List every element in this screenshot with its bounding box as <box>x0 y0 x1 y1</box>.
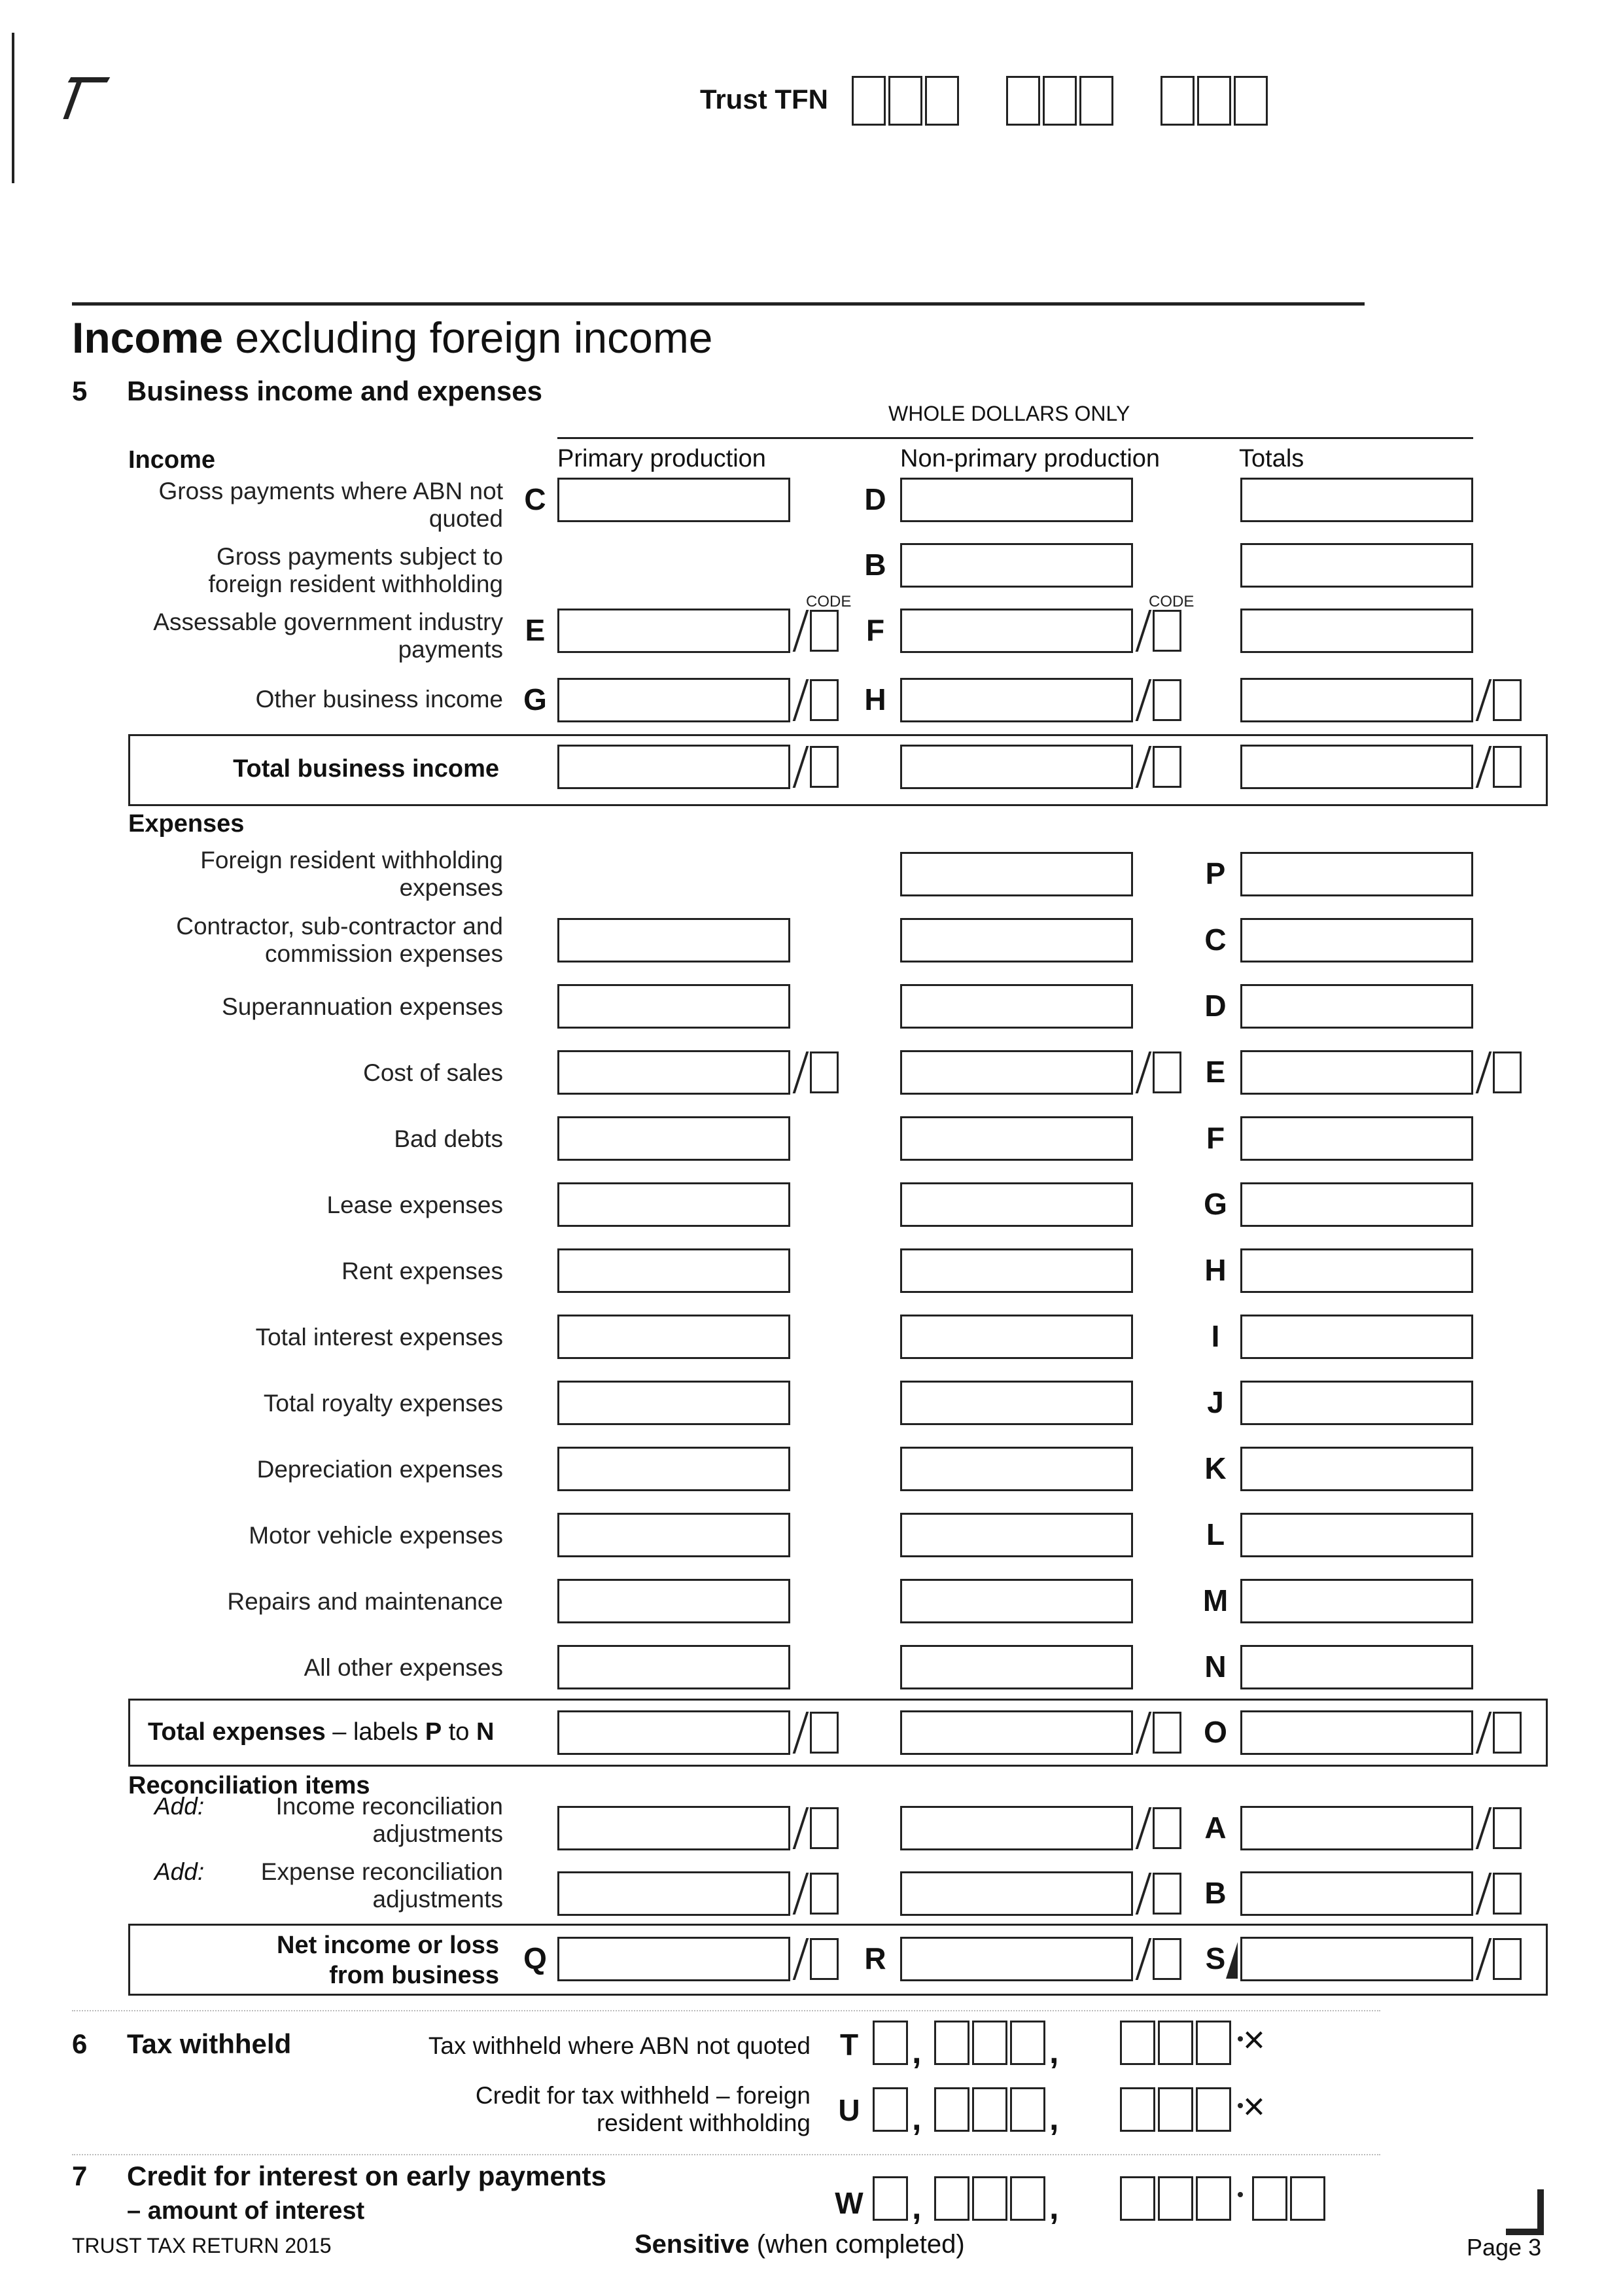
q6-row2-label: Credit for tax withheld – foreign resident withholding <box>475 2082 811 2136</box>
expense-total-9[interactable] <box>1240 1447 1473 1491</box>
reconciliation-heading: Reconciliation items <box>128 1772 370 1799</box>
recon-primary-1[interactable] <box>557 1871 790 1916</box>
section-rule <box>72 302 1365 306</box>
income-row-letter-mid-3: H <box>864 682 886 716</box>
digit-box[interactable] <box>1010 2176 1045 2221</box>
recon-primary-1-code-box[interactable] <box>810 1873 839 1915</box>
recon-nonprimary-0[interactable] <box>900 1806 1133 1850</box>
expense-nonprimary-12[interactable] <box>900 1645 1133 1689</box>
tfn-digit-box[interactable] <box>1161 76 1195 126</box>
income-row-label-2: Assessable government industry payments <box>153 609 503 663</box>
income-primary-3-code-slash <box>793 679 809 721</box>
thousands-separator: , <box>912 2189 922 2227</box>
expense-total-3-code-slash <box>1476 1051 1492 1093</box>
income-row-letter-left-0: C <box>524 482 546 516</box>
income-row-label-0: Gross payments where ABN not quoted <box>158 478 503 532</box>
expense-nonprimary-8[interactable] <box>900 1381 1133 1425</box>
tfn-digit-box[interactable] <box>1006 76 1040 126</box>
recon-primary-0-code-box[interactable] <box>810 1807 839 1849</box>
income-nonprimary-3-code-slash <box>1136 679 1152 721</box>
no-cents-cross-icon: × <box>1243 2085 1265 2128</box>
digit-box[interactable] <box>934 2176 969 2221</box>
thousands-separator: , <box>912 2033 922 2071</box>
footer-sensitive <box>635 2230 965 2259</box>
recon-row-letter-0: A <box>1204 1810 1227 1845</box>
cents-digit-box[interactable] <box>1252 2176 1287 2221</box>
expense-nonprimary-6[interactable] <box>900 1248 1133 1293</box>
tfn-digit-box[interactable] <box>1234 76 1268 126</box>
income-total-1[interactable] <box>1240 543 1473 588</box>
expense-row-letter-9: K <box>1204 1451 1227 1485</box>
col-non-primary-production: Non-primary production <box>900 445 1161 472</box>
expense-row-label-5: Lease expenses <box>326 1192 503 1218</box>
q5-title: Business income and expenses <box>127 376 542 406</box>
expense-primary-6[interactable] <box>557 1248 790 1293</box>
digit-box[interactable] <box>972 2021 1007 2065</box>
separator-q6 <box>72 2010 1380 2011</box>
footer-sensitive-bold: Sensitive <box>635 2230 750 2259</box>
expense-total-6[interactable] <box>1240 1248 1473 1293</box>
q7-title-line2: – amount of interest <box>127 2197 365 2225</box>
total-expenses-to: to <box>442 1718 476 1746</box>
expense-primary-9[interactable] <box>557 1447 790 1491</box>
expense-nonprimary-1[interactable] <box>900 918 1133 963</box>
q6-title: Tax withheld <box>127 2028 292 2059</box>
digit-box[interactable] <box>1120 2087 1155 2132</box>
expense-total-3-code-box[interactable] <box>1493 1051 1522 1093</box>
digit-box[interactable] <box>1010 2021 1045 2065</box>
digit-box[interactable] <box>1010 2087 1045 2132</box>
expense-row-label-8: Total royalty expenses <box>263 1390 503 1417</box>
tfn-digit-box[interactable] <box>1079 76 1113 126</box>
expense-primary-3[interactable] <box>557 1050 790 1095</box>
total-expenses-prefix: Total expenses <box>148 1718 326 1746</box>
expense-total-0[interactable] <box>1240 852 1473 896</box>
income-total-3-code-slash <box>1476 679 1492 721</box>
code-label-0: CODE <box>806 593 852 610</box>
expense-row-letter-1: C <box>1204 923 1227 957</box>
expense-total-7[interactable] <box>1240 1315 1473 1359</box>
expense-row-label-12: All other expenses <box>304 1654 503 1681</box>
recon-row-label-0: Income reconciliation adjustments <box>275 1793 503 1847</box>
digit-box[interactable] <box>1120 2021 1155 2065</box>
recon-nonprimary-0-code-box[interactable] <box>1153 1807 1181 1849</box>
expense-primary-3-code-box[interactable] <box>810 1051 839 1093</box>
expense-primary-7[interactable] <box>557 1315 790 1359</box>
expense-row-letter-3: E <box>1205 1055 1226 1089</box>
corner-mark-top-left-stem <box>63 77 83 119</box>
expense-primary-2[interactable] <box>557 984 790 1029</box>
expense-nonprimary-9[interactable] <box>900 1447 1133 1491</box>
income-nonprimary-0[interactable] <box>900 478 1133 522</box>
income-primary-2-code-slash <box>793 610 809 652</box>
digit-box[interactable] <box>1158 2021 1193 2065</box>
expense-nonprimary-7[interactable] <box>900 1315 1133 1359</box>
income-row-letter-left-3: G <box>523 682 547 716</box>
expense-row-letter-6: H <box>1204 1253 1227 1287</box>
digit-box[interactable] <box>1196 2176 1231 2221</box>
income-nonprimary-1[interactable] <box>900 543 1133 588</box>
expense-total-3[interactable] <box>1240 1050 1473 1095</box>
income-heading: Income <box>128 446 216 474</box>
total-expenses-letter: O <box>1204 1715 1227 1749</box>
recon-add-label-1: Add: <box>154 1858 205 1885</box>
tfn-digit-box[interactable] <box>888 76 922 126</box>
expense-nonprimary-3-code-box[interactable] <box>1153 1051 1181 1093</box>
recon-primary-1-code-slash <box>793 1873 809 1915</box>
expense-nonprimary-2[interactable] <box>900 984 1133 1029</box>
digit-box[interactable] <box>934 2021 969 2065</box>
expense-row-label-6: Rent expenses <box>341 1258 503 1284</box>
expense-total-2[interactable] <box>1240 984 1473 1029</box>
whole-dollars-only: WHOLE DOLLARS ONLY <box>888 402 1130 425</box>
recon-total-1-code-box[interactable] <box>1493 1873 1522 1915</box>
expense-row-label-4: Bad debts <box>394 1125 503 1152</box>
digit-box[interactable] <box>873 2087 908 2132</box>
thousands-separator: , <box>1049 2100 1059 2138</box>
expense-row-letter-0: P <box>1205 857 1226 891</box>
income-row-letter-mid-0: D <box>864 482 886 516</box>
digit-box[interactable] <box>1158 2087 1193 2132</box>
expense-row-label-1: Contractor, sub-contractor and commission expenses <box>176 913 503 967</box>
expenses-heading: Expenses <box>128 810 245 838</box>
digit-box[interactable] <box>1158 2176 1193 2221</box>
expense-row-letter-11: M <box>1202 1583 1229 1617</box>
digit-box[interactable] <box>873 2176 908 2221</box>
expense-total-11[interactable] <box>1240 1579 1473 1623</box>
q6-number: 6 <box>72 2028 88 2059</box>
thousands-separator: , <box>1049 2189 1059 2227</box>
col-primary-production: Primary production <box>557 445 766 472</box>
separator-q7 <box>72 2154 1380 2155</box>
total-expenses-p: P <box>425 1718 442 1746</box>
expense-total-10[interactable] <box>1240 1513 1473 1557</box>
expense-total-4[interactable] <box>1240 1116 1473 1161</box>
digit-box[interactable] <box>873 2021 908 2065</box>
recon-total-0-code-slash <box>1476 1807 1492 1849</box>
expense-row-label-11: Repairs and maintenance <box>227 1588 503 1615</box>
recon-total-0[interactable] <box>1240 1806 1473 1850</box>
tfn-digit-box[interactable] <box>1197 76 1231 126</box>
recon-nonprimary-1-code-box[interactable] <box>1153 1873 1181 1915</box>
q7-number: 7 <box>72 2161 88 2191</box>
col-totals: Totals <box>1239 445 1304 472</box>
income-total-3-code-box[interactable] <box>1493 679 1522 721</box>
total-expenses-label <box>148 1718 494 1746</box>
net-income-label: Net income or loss from business <box>277 1932 499 1989</box>
tfn-digit-box[interactable] <box>852 76 886 126</box>
section-title-rest: excluding foreign income <box>223 313 713 362</box>
income-nonprimary-2-code-box[interactable] <box>1153 610 1181 652</box>
expense-row-letter-10: L <box>1206 1517 1225 1551</box>
income-primary-2-code-box[interactable] <box>810 610 839 652</box>
section-title-bold: Income <box>72 313 224 362</box>
tfn-digit-box[interactable] <box>1043 76 1077 126</box>
expense-row-letter-4: F <box>1206 1121 1225 1155</box>
income-row-letter-left-2: E <box>525 613 546 647</box>
digit-box[interactable] <box>934 2087 969 2132</box>
recon-add-label-0: Add: <box>154 1793 205 1820</box>
expense-row-letter-2: D <box>1204 989 1227 1023</box>
expense-primary-10[interactable] <box>557 1513 790 1557</box>
expense-total-8[interactable] <box>1240 1381 1473 1425</box>
expense-primary-1[interactable] <box>557 918 790 963</box>
digit-box[interactable] <box>1120 2176 1155 2221</box>
expense-nonprimary-10[interactable] <box>900 1513 1133 1557</box>
recon-total-1[interactable] <box>1240 1871 1473 1916</box>
decimal-point <box>1238 2103 1243 2108</box>
thousands-separator: , <box>1049 2033 1059 2071</box>
digit-box[interactable] <box>972 2087 1007 2132</box>
q7-title-line1: Credit for interest on early payments <box>127 2161 606 2191</box>
recon-total-0-code-box[interactable] <box>1493 1807 1522 1849</box>
income-nonprimary-3[interactable] <box>900 678 1133 722</box>
expense-row-letter-8: J <box>1207 1385 1224 1419</box>
digit-box[interactable] <box>1196 2087 1231 2132</box>
expense-row-label-0: Foreign resident withholding expenses <box>200 847 503 901</box>
expense-nonprimary-0[interactable] <box>900 852 1133 896</box>
q6-row2-letter: U <box>838 2093 860 2127</box>
recon-nonprimary-1[interactable] <box>900 1871 1133 1916</box>
q6-row1-letter: T <box>839 2028 859 2062</box>
digit-box[interactable] <box>972 2176 1007 2221</box>
expense-primary-5[interactable] <box>557 1182 790 1227</box>
recon-row-label-1: Expense reconciliation adjustments <box>260 1858 503 1913</box>
income-primary-3-code-box[interactable] <box>810 679 839 721</box>
income-row-letter-mid-1: B <box>864 548 886 582</box>
expense-primary-12[interactable] <box>557 1645 790 1689</box>
expense-row-letter-5: G <box>1204 1187 1227 1221</box>
income-nonprimary-3-code-box[interactable] <box>1153 679 1181 721</box>
recon-primary-0[interactable] <box>557 1806 790 1850</box>
expense-row-label-2: Superannuation expenses <box>222 993 503 1020</box>
expense-nonprimary-11[interactable] <box>900 1579 1133 1623</box>
income-total-2[interactable] <box>1240 609 1473 653</box>
recon-primary-0-code-slash <box>793 1807 809 1849</box>
income-total-3[interactable] <box>1240 678 1473 722</box>
expense-nonprimary-3-code-slash <box>1136 1051 1152 1093</box>
section-title <box>72 313 713 362</box>
income-nonprimary-2-code-slash <box>1136 610 1152 652</box>
q5-number: 5 <box>72 376 88 406</box>
expense-nonprimary-3[interactable] <box>900 1050 1133 1095</box>
digit-box[interactable] <box>1196 2021 1231 2065</box>
income-row-letter-mid-2: F <box>865 613 885 647</box>
thousands-separator: , <box>912 2100 922 2138</box>
cents-digit-box[interactable] <box>1290 2176 1325 2221</box>
income-total-0[interactable] <box>1240 478 1473 522</box>
expense-total-1[interactable] <box>1240 918 1473 963</box>
income-primary-3[interactable] <box>557 678 790 722</box>
footer-sensitive-rest: (when completed) <box>749 2230 965 2259</box>
expense-row-label-10: Motor vehicle expenses <box>249 1522 503 1549</box>
recon-total-1-code-slash <box>1476 1873 1492 1915</box>
net-letter-r: R <box>864 1941 886 1975</box>
expense-primary-4[interactable] <box>557 1116 790 1161</box>
recon-row-letter-1: B <box>1204 1876 1227 1910</box>
expense-primary-8[interactable] <box>557 1381 790 1425</box>
column-header-rule <box>557 437 1473 439</box>
expense-primary-3-code-slash <box>793 1051 809 1093</box>
no-cents-cross-icon: × <box>1243 2019 1265 2061</box>
code-label-1: CODE <box>1149 593 1195 610</box>
tfn-digit-box[interactable] <box>925 76 959 126</box>
income-row-label-3: Other business income <box>255 686 503 713</box>
income-nonprimary-2[interactable] <box>900 609 1133 653</box>
left-margin-line <box>12 33 14 183</box>
decimal-point <box>1238 2036 1243 2041</box>
expense-nonprimary-5[interactable] <box>900 1182 1133 1227</box>
footer-page: Page 3 <box>1467 2234 1542 2261</box>
net-letter-q: Q <box>523 1941 547 1975</box>
expense-row-label-7: Total interest expenses <box>255 1324 503 1351</box>
total-expenses-mid: – labels <box>325 1718 425 1746</box>
expense-row-letter-12: N <box>1204 1650 1227 1684</box>
expense-row-label-9: Depreciation expenses <box>256 1456 503 1483</box>
total-business-income-label: Total business income <box>233 755 499 783</box>
income-primary-2[interactable] <box>557 609 790 653</box>
trust-tfn-label: Trust TFN <box>700 84 828 115</box>
expense-total-12[interactable] <box>1240 1645 1473 1689</box>
recon-nonprimary-1-code-slash <box>1136 1873 1152 1915</box>
q7-letter: W <box>835 2186 864 2220</box>
net-letter-s: S <box>1205 1941 1226 1975</box>
footer-form-name: TRUST TAX RETURN 2015 <box>72 2234 332 2257</box>
decimal-point <box>1238 2192 1243 2197</box>
expense-primary-11[interactable] <box>557 1579 790 1623</box>
expense-row-letter-7: I <box>1211 1319 1220 1353</box>
expense-row-label-3: Cost of sales <box>363 1059 503 1086</box>
corner-mark-top-left <box>68 77 111 82</box>
income-primary-0[interactable] <box>557 478 790 522</box>
q6-row1-label: Tax withheld where ABN not quoted <box>428 2032 811 2059</box>
recon-nonprimary-0-code-slash <box>1136 1807 1152 1849</box>
total-expenses-n: N <box>476 1718 495 1746</box>
expense-total-5[interactable] <box>1240 1182 1473 1227</box>
income-row-label-1: Gross payments subject to foreign resident withholding <box>208 543 503 597</box>
expense-nonprimary-4[interactable] <box>900 1116 1133 1161</box>
